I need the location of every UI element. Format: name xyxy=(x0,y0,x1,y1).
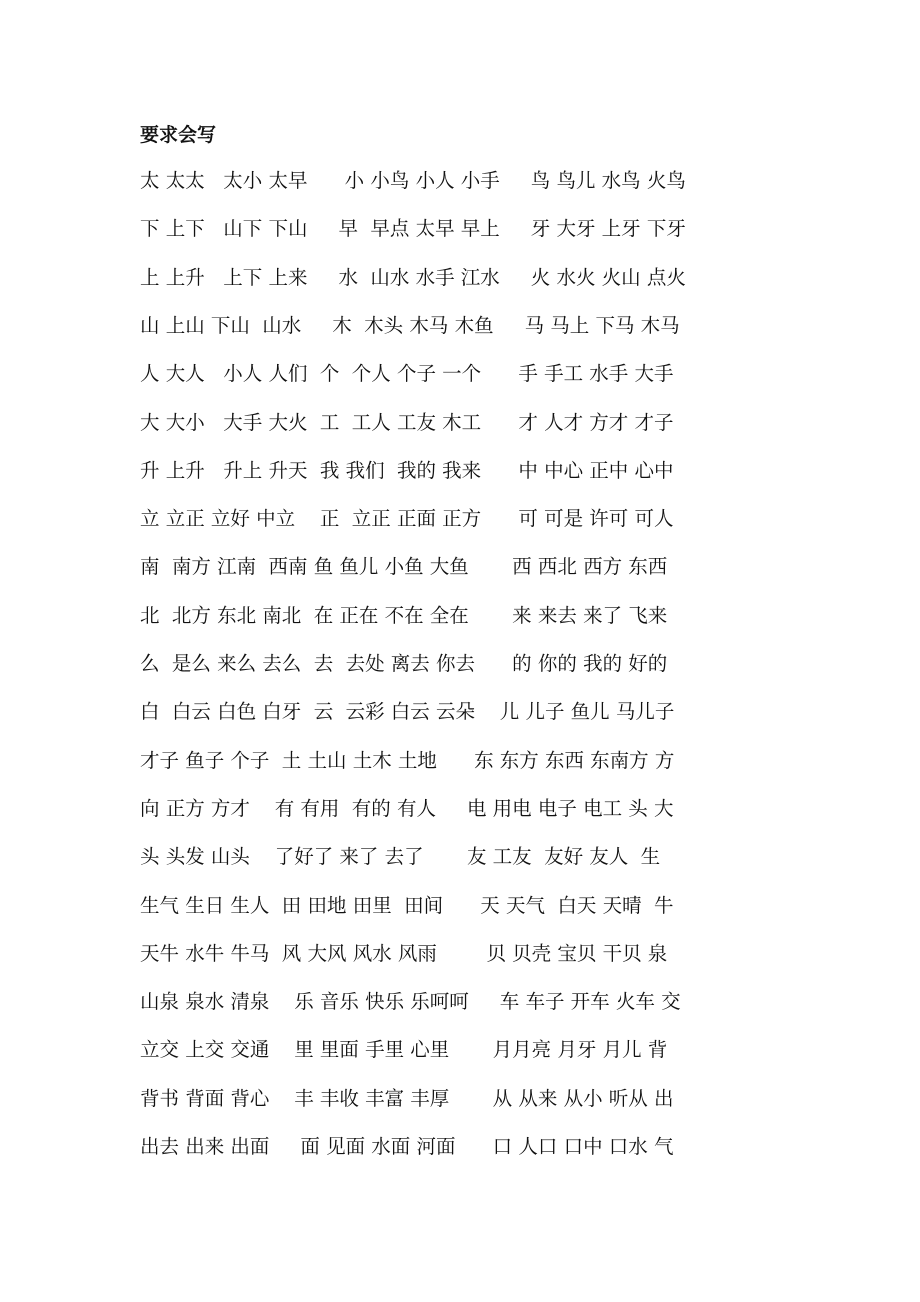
word-row: 出去 出来 出面 面 见面 水面 河面 口 人口 口中 口水 气 xyxy=(140,1135,674,1158)
word-row: 头 头发 山头 了好了 来了 去了 友 工友 友好 友人 生 xyxy=(140,845,661,869)
word-row: 向 正方 方才 有 有用 有的 有人 电 用电 电子 电工 头 大 xyxy=(140,796,674,820)
word-row: 升 上升 升上 升天 我 我们 我的 我来 中 中心 正中 心中 xyxy=(140,458,674,482)
word-row: 南 南方 江南 西南 鱼 鱼儿 小鱼 大鱼 西 西北 西方 东西 xyxy=(140,555,668,579)
word-row: 山 上山 下山 山水 木 木头 木马 木鱼 马 马上 下马 木马 xyxy=(140,313,680,337)
word-row: 北 北方 东北 南北 在 正在 不在 全在 来 来去 来了 飞来 xyxy=(140,603,668,627)
word-row: 立 立正 立好 中立 正 立正 正面 正方 可 可是 许可 可人 xyxy=(140,507,674,531)
word-row: 生气 生日 生人 田 田地 田里 田间 天 天气 白天 天晴 牛 xyxy=(140,893,674,917)
word-row: 才子 鱼子 个子 土 土山 土木 土地 东 东方 东西 东南方 方 xyxy=(140,748,675,772)
word-row: 大 大小 大手 大火 工 工人 工友 木工 才 人才 方才 才子 xyxy=(140,410,674,434)
word-row: 人 大人 小人 人们 个 个人 个子 一个 手 手工 水手 大手 xyxy=(140,362,674,386)
word-row: 背书 背面 背心 丰 丰收 丰富 丰厚 从 从来 从小 听从 出 xyxy=(140,1086,674,1110)
word-row: 白 白云 白色 白牙 云 云彩 白云 云朵 儿 儿子 鱼儿 马儿子 xyxy=(140,700,675,724)
word-row: 山泉 泉水 清泉 乐 音乐 快乐 乐呵呵 车 车子 开车 火车 交 xyxy=(140,990,681,1014)
word-row: 么 是么 来么 去么 去 去处 离去 你去 的 你的 我的 好的 xyxy=(140,652,668,675)
word-row: 天牛 水牛 牛马 风 大风 风水 风雨 贝 贝壳 宝贝 干贝 泉 xyxy=(140,941,668,965)
word-row: 下 上下 山下 下山 早 早点 太早 早上 牙 大牙 上牙 下牙 xyxy=(140,217,686,241)
word-row: 立交 上交 交通 里 里面 手里 心里 月月亮 月牙 月儿 背 xyxy=(140,1038,668,1062)
word-row: 太 太太 太小 太早 小 小鸟 小人 小手 鸟 鸟儿 水鸟 火鸟 xyxy=(140,169,686,192)
word-row: 上 上升 上下 上来 水 山水 水手 江水 火 水火 火山 点火 xyxy=(140,265,686,289)
page-title: 要求会写 xyxy=(140,124,217,146)
